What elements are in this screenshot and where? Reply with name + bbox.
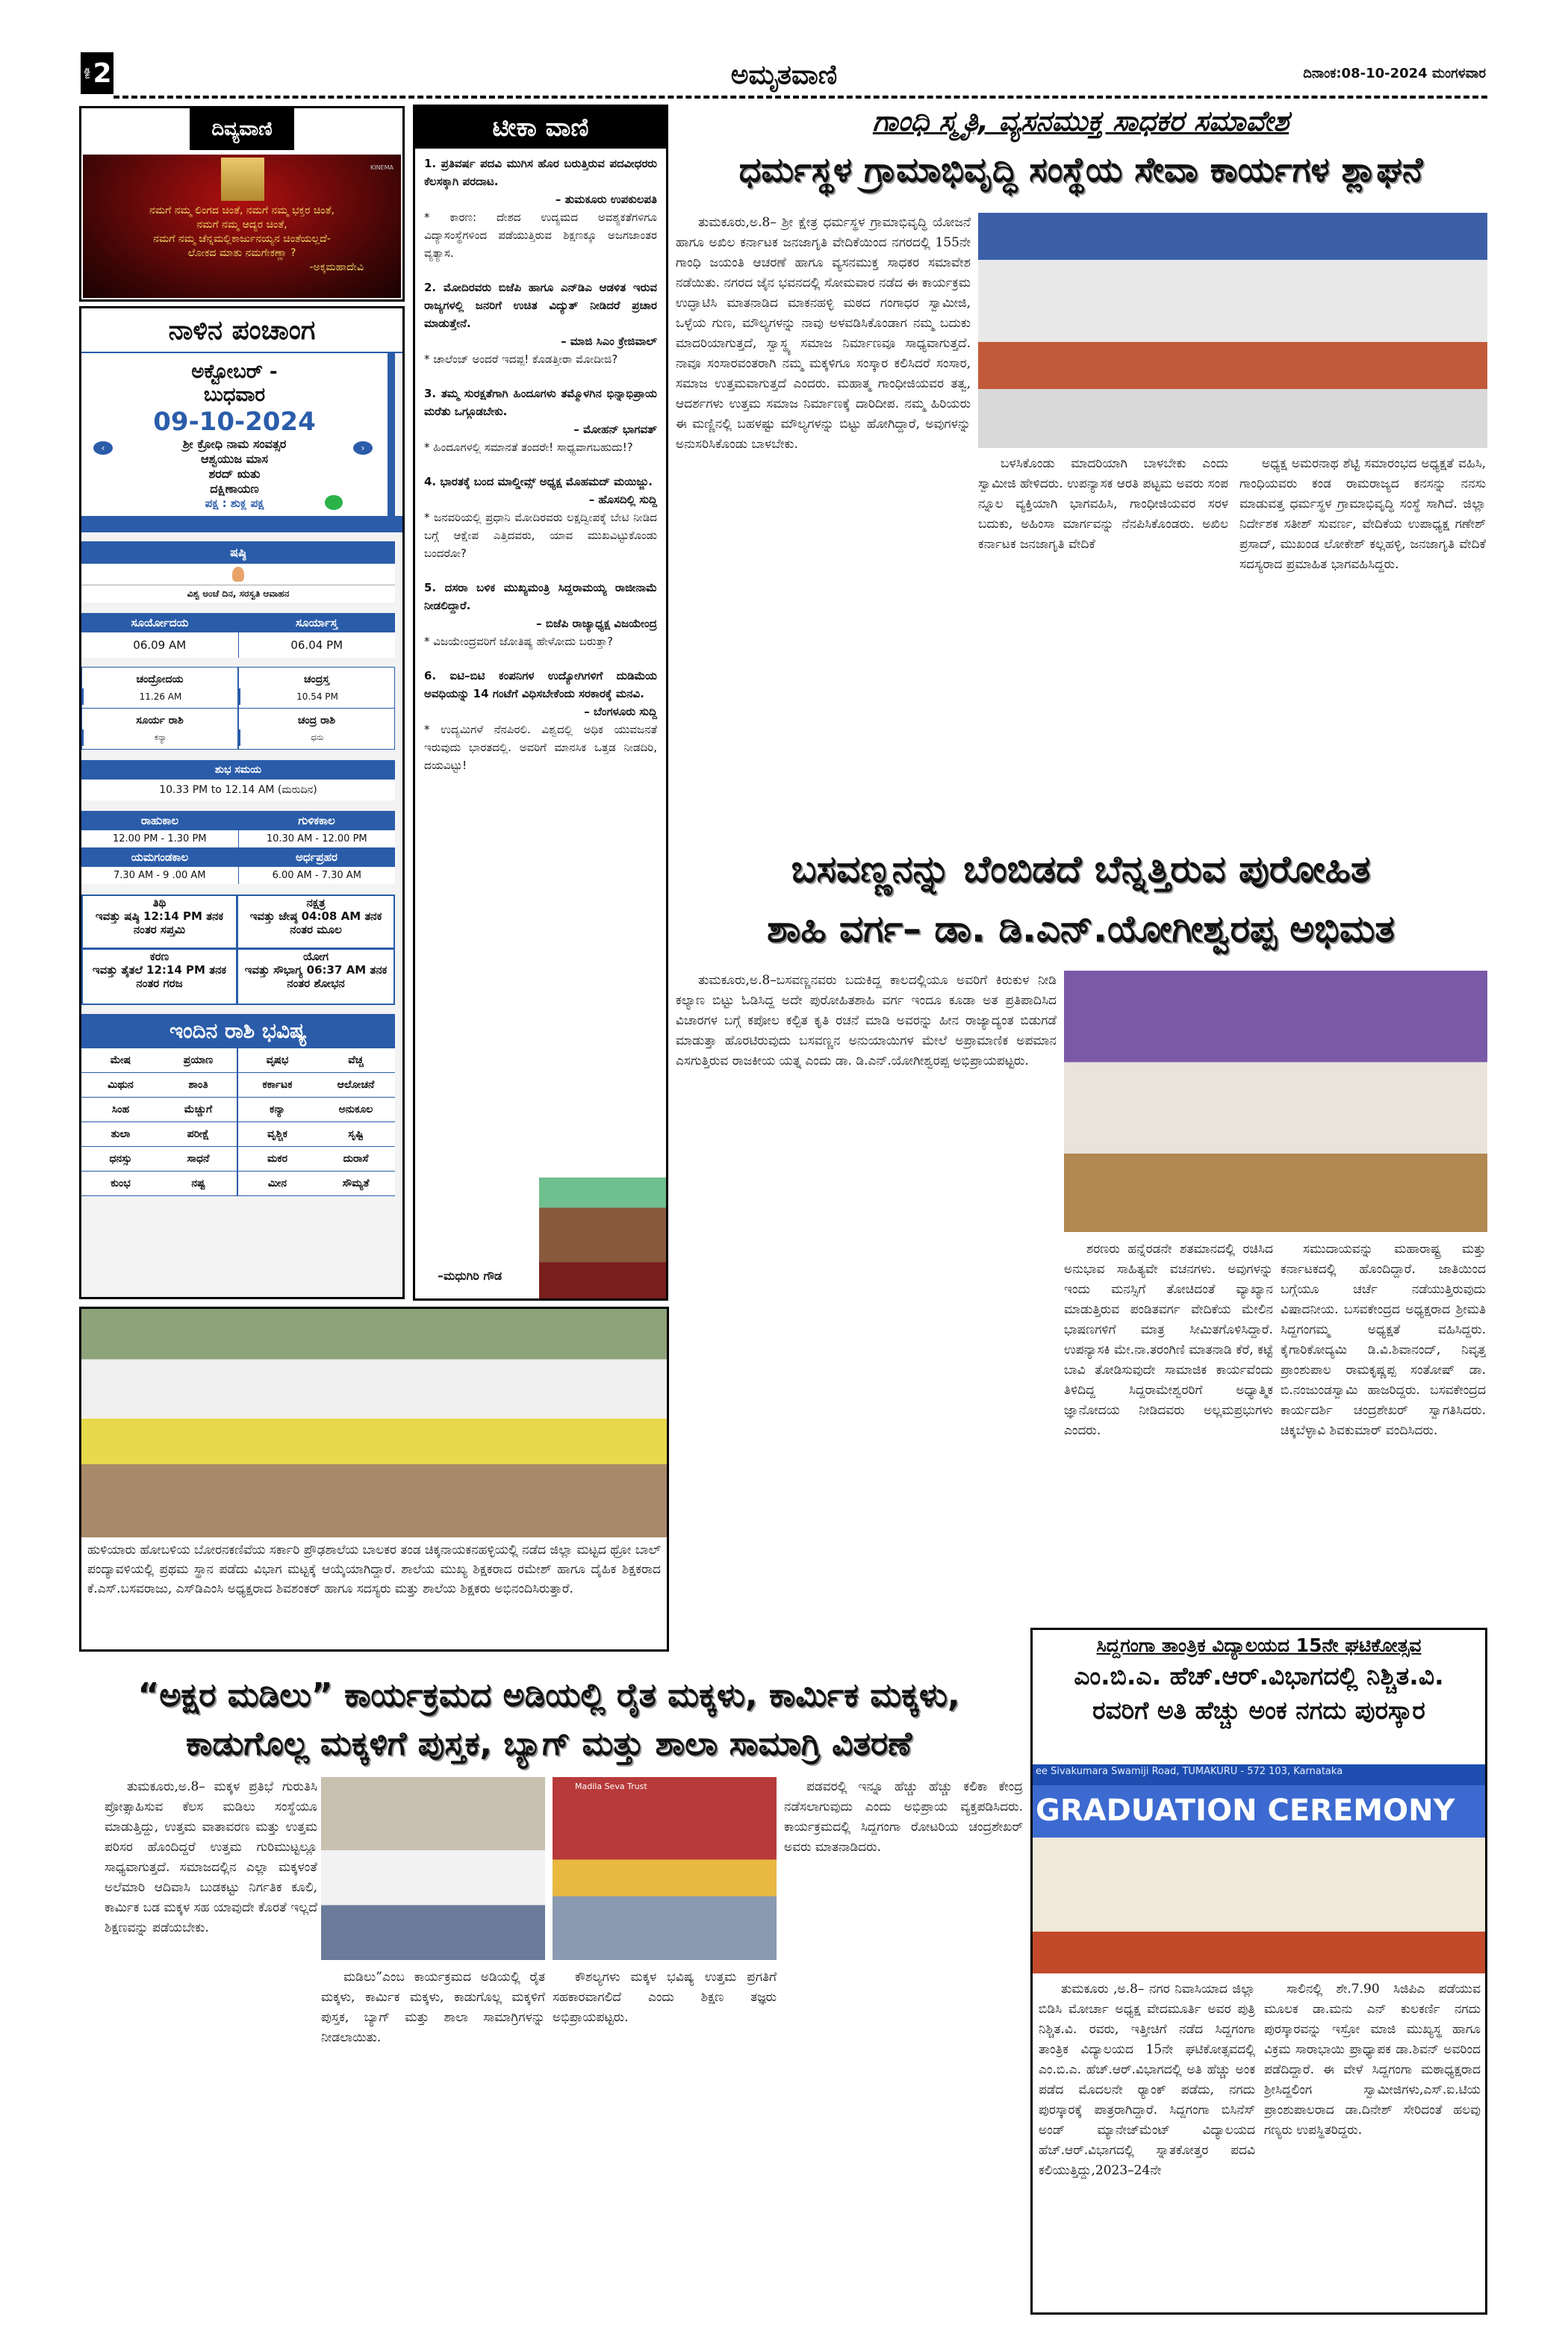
quote-line: ನಮಗೆ ನಮ್ಮ ಆದ್ಯರ ಚಿಂತೆ, (196, 219, 287, 231)
siddaganga-box (1030, 1628, 1487, 2315)
tithi-name: ಷಷ್ಠಿ (81, 541, 395, 564)
tika-quote: 6. ಐಟಿ–ಬಿಟಿ ಕಂಪನಿಗಳ ಉದ್ಯೋಗಿಗಳಿಗೆ ದುಡಿಮೆಯ ಅವಧಿಯನ್ನು 14 ಗಂಟೆಗೆ ವಿಧಿಸಬೇಕೆಂದು ಸರಕಾರಕ್ಕೆ ಮನವಿ. (424, 669, 657, 700)
ardha-time: 6.00 AM - 7.30 AM (238, 867, 396, 884)
deity-icon (81, 564, 395, 585)
tika-item (424, 155, 657, 262)
samvatsara: ಶ್ರೀ ಕ್ರೋಧಿ ನಾಮ ಸಂವತ್ಸರ (182, 437, 287, 451)
tika-comment: * ಹಿಂದೂಗಳಲ್ಲಿ ಸಮಾನತೆ ತಂದರೇ! ಸಾಧ್ಯವಾಗಬಹುದು!? (424, 441, 633, 454)
nakshatra-detail: ಇವತ್ತು ಜೇಷ್ಠ 04:08 AM ತನಕ ನಂತರ ಮೂಲ (249, 909, 382, 936)
panchanga-title: ನಾಳಿನ ಪಂಚಾಂಗ (81, 308, 402, 353)
shubha-time: 10.33 PM to 12.14 AM (ಮರುದಿನ) (81, 780, 395, 800)
next-day-button[interactable]: › (353, 441, 373, 455)
moonset-label: ಚಂದ್ರಸ್ತ (303, 673, 330, 685)
nakshatra-label: ನಕ್ಷತ್ರ (306, 896, 326, 909)
main-article-col-2: ಬಳಸಿಕೊಂಡು ಮಾದರಿಯಾಗಿ ಬಾಳಬೇಕು ಎಂದು ಸ್ವಾಮೀಜಿ ಹೇಳಿದರು. ಉಪನ್ಯಾಸಕ ಆರತಿ ಪಟ್ಟಮ ಅವರು ಸಂಪ ನ್ನೂಲ ವ್ಯಕ್ತಿಯಾಗಿ ಭಾಗವಹಿಸಿ, ಗಾಂಧೀಜಿಯವರ ಸರಳ ಬದುಕು, ಅಹಿಂಸಾ ಮಾರ್ಗವನ್ನು ನೆನಪಿಸಿಕೊಂಡರು. ಅಖಿಲ ಕರ್ನಾಟಕ ಜನಜಾಗೃತಿ ವೇದಿಕೆ (978, 456, 1228, 552)
yama-label: ಯಮಗಂಡಕಾಲ (131, 850, 189, 864)
rashi-prediction: ದುರಾಸೆ (317, 1147, 395, 1172)
tika-comment: * ಉದ್ಯಮಿಗಳೆ ನೆನಪಿರಲಿ. ವಿಶ್ವದಲ್ಲಿ ಅಧಿಕ ಯುವಜನತೆ ಇರುವುದು ಭಾರತದಲ್ಲಿ. ಅವರಿಗೆ ಮಾನಸಿಕ ಒತ್ತಡ ನೀಡದಿರಿ, ದಯವಿಟ್ಟು! (424, 723, 657, 772)
divyavani-quote-image (83, 155, 401, 298)
tika-quote: 1. ಪ್ರತಿವರ್ಷ ಪದವಿ ಮುಗಿಸ ಹೊರ ಬರುತ್ತಿರುವ ಪದವೀಧರರು ಕೆಲಸಕ್ಕಾಗಿ ಪರದಾಟ. (424, 157, 657, 188)
convocation-photo (1033, 1764, 1485, 1973)
shubha-label: ಶುಭ ಸಮಯ (81, 760, 395, 780)
main-article-col-3: ಅಧ್ಯಕ್ಷ ಅಮರನಾಥ ಶೆಟ್ಟಿ ಸಮಾರಂಭದ ಅಧ್ಯಕ್ಷತೆ ವಹಿಸಿ, ಗಾಂಧಿಯವರು ಕಂಡ ರಾಮರಾಜ್ಯದ ಕನಸನ್ನು ನನಸು ಮಾಡುವತ್ತ ಧರ್ಮಸ್ಥಳ ಗ್ರಾಮಾಭಿವೃದ್ಧಿ ಸಂಸ್ಥೆ ಸಾಗಿದೆ. ಜಿಲ್ಲಾ ನಿರ್ದೇಶಕ ಸತೀಶ್ ಸುವರ್ಣ, ವೇದಿಕೆಯ ಉಪಾಧ್ಯಕ್ಷ ಗಣೇಶ್ ಪ್ರಸಾದ್, ಮುಖಂಡ ಲೋಕೇಶ್ ಕಲ್ಲಹಳ್ಳಿ, ಜನಜಾಗೃತಿ ವೇದಿಕೆ ಸದಸ್ಯರಾದ ಪ್ರಮಾಹಿತ ಭಾಗವಹಿಸಿದ್ದರು. (1239, 456, 1486, 572)
chandra-rashi-label: ಚಂದ್ರ ರಾಶಿ (297, 715, 336, 727)
rashi-prediction: ಆಲೋಚನೆ (317, 1073, 395, 1098)
basava-article-col-3: ಸಮುದಾಯವನ್ನು ಮಹಾರಾಷ್ಟ್ರ ಮತ್ತು ಕರ್ನಾಟಕದಲ್ಲಿ ಹೊಂದಿದ್ದಾರೆ. ಜಾತಿಯಿಂದ ಬಗ್ಗೆಯೂ ಚರ್ಚೆ ನಡೆಯುತ್ತಿರುವುದು ವಿಷಾದನೀಯ. ಬಸವಕೇಂದ್ರದ ಅಧ್ಯಕ್ಷರಾದ ಶ್ರೀಮತಿ ಸಿದ್ದಗಂಗಮ್ಮ ಅಧ್ಯಕ್ಷತೆ ವಹಿಸಿದ್ದರು. ಕೈಗಾರಿಕೋದ್ಯಮಿ ಡಿ.ವಿ.ಶಿವಾನಂದ್, ನಿವೃತ್ತ ಪ್ರಾಂಶುಪಾಲ ರಾಮಕೃಷ್ಣಪ್ಪ ಸಂತೋಷ್ ಡಾ. ಬಿ.ನಂಜುಂಡಸ್ವಾಮಿ ಹಾಜರಿದ್ದರು. ಬಸವಕೇಂದ್ರದ ಕಾರ್ಯದರ್ಶಿ ಚಂದ್ರಶೇಖರ್ ಸ್ವಾಗತಿಸಿದರು. ಚಿಕ್ಕಬೆಳ್ಳಾವಿ ಶಿವಕುಮಾರ್ ವಂದಿಸಿದರು. (1281, 1242, 1486, 1438)
month: ಅಕ್ಟೋಬರ್ - (191, 361, 278, 383)
divyavani-box (79, 106, 405, 302)
photo-backdrop-text: GRADUATION CEREMONY (1036, 1793, 1455, 1828)
rashi-prediction: ಮೆಚ್ಚುಗೆ (160, 1098, 238, 1122)
rashi-prediction: ಪ್ರಯಾಣ (160, 1048, 238, 1073)
tika-quote: 5. ದಸರಾ ಬಳಿಕ ಮುಖ್ಯಮಂತ್ರಿ ಸಿದ್ದರಾಮಯ್ಯ ರಾಜೀನಾಮೆ ನೀಡಲಿದ್ದಾರೆ. (424, 581, 657, 612)
tika-item (424, 667, 657, 774)
prev-day-button[interactable]: ‹ (93, 441, 113, 455)
madila-banner: Madila Seva Trust (575, 1782, 647, 1791)
throwball-team-photo (81, 1309, 667, 1537)
saint-portrait (221, 158, 264, 201)
akshara-photo-1 (321, 1777, 545, 1960)
tithi-label: ತಿಥಿ (152, 896, 167, 909)
akshara-headline-2: ಕಾಡುಗೊಲ್ಲ ಮಕ್ಕಳಿಗೆ ಪುಸ್ತಕ, ಬ್ಯಾಗ್ ಮತ್ತು ಶಾಲಾ ಸಾಮಾಗ್ರಿ ವಿತರಣೆ (185, 1725, 912, 1763)
quote-line: ನಮಗೆ ನಮ್ಮ ಲಿಂಗದ ಚಿಂತೆ, ನಮಗೆ ನಮ್ಮ ಭಕ್ತರ ಚಿಂತೆ, (149, 205, 335, 217)
festival: ವಿಶ್ವ ಅಂಚೆ ದಿನ, ಸರಸ್ವತಿ ಆವಾಹನ (81, 585, 395, 603)
surya-rashi: ಕನ್ಯಾ (82, 729, 237, 746)
yoga-label: ಯೋಗ (302, 950, 329, 963)
rashi-sign: ವೃಷಭ (238, 1048, 317, 1073)
weekday: ಬುಧವಾರ (203, 384, 266, 406)
akshara-col-4: ಪಡವರಲ್ಲಿ ಇನ್ನೂ ಹೆಚ್ಚು ಹೆಚ್ಚು ಕಲಿಕಾ ಕೇಂದ್ರ ನಡೆಸಲಾಗುವುದು ಎಂದು ಅಭಿಪ್ರಾಯ ವ್ಯಕ್ತಪಡಿಸಿದರು. ಕಾರ್ಯಕ್ರಮದಲ್ಲಿ ಸಿದ್ದಗಂಗಾ ರೋಟರಿಯ ಚಂದ್ರಶೇಖರ್ ಅವರು ಮಾತನಾಡಿದರು. (784, 1779, 1023, 1855)
watermark: KINEMA (370, 164, 393, 171)
quote-line: ಲೋಕದ ಮಾತು ನಮಗೇಕಣ್ಣಾ ? (187, 247, 296, 259)
tika-source: – ತುಮಕೂರು ಉಪಕುಲಪತಿ (555, 193, 657, 206)
akshara-headline-1: “ಅಕ್ಷರ ಮಡಿಲು” ಕಾರ್ಯಕ್ರಮದ ಅಡಿಯಲ್ಲಿ ರೈತ ಮಕ್ಕಳು, ಕಾರ್ಮಿಕ ಮಕ್ಕಳು, (137, 1676, 960, 1714)
siddaganga-kicker: ಸಿದ್ದಗಂಗಾ ತಾಂತ್ರಿಕ ವಿದ್ಯಾಲಯದ 15ನೇ ಘಟಿಕೋತ್ಸವ (1096, 1634, 1422, 1656)
rashi-sign: ವೃಶ್ಚಿಕ (238, 1122, 317, 1147)
yoga-detail: ಇವತ್ತು ಸೌಭಾಗ್ಯ 06:37 AM ತನಕ ನಂತರ ಶೋಭನ (244, 963, 388, 990)
rashi-prediction: ವೆಚ್ಚ (317, 1048, 395, 1073)
page-label: ಪುಟ (83, 67, 92, 79)
rashi-prediction: ಸೃಷ್ಟಿ (317, 1122, 395, 1147)
rashi-sign: ಮಿಥುನ (81, 1073, 160, 1098)
ardha-label: ಅರ್ಧಪ್ರಹರ (296, 850, 337, 864)
tika-source: – ಹೊಸದಿಲ್ಲಿ ಸುದ್ದಿ (588, 493, 657, 506)
page-number-badge (81, 52, 113, 94)
rahu-time: 12.00 PM - 1.30 PM (113, 833, 207, 844)
basava-headline-1: ಬಸವಣ್ಣನನ್ನು ಬೆಂಬಿಡದೆ ಬೆನ್ನತ್ತಿರುವ ಪುರೋಹಿತ (791, 847, 1371, 891)
chandra-rashi: ಧನು (239, 729, 394, 746)
tika-comment: * ವಿಜಯೇಂದ್ರವರಿಗೆ ಜೋತಿಷ್ಯ ಹೇಳೋದು ಬರುತ್ತಾ? (424, 635, 614, 648)
tika-quote: 4. ಭಾರತಕ್ಕೆ ಬಂದ ಮಾಲ್ಡೀವ್ಸ್ ಅಧ್ಯಕ್ಷ ಮೊಹಮದ್ ಮಯಿಜ್ಜು. (424, 475, 653, 488)
sunrise-time: 06.09 AM (133, 638, 187, 652)
tika-comment: * ಜನವರಿಯಲ್ಲಿ ಪ್ರಧಾನಿ ಮೋದಿರವರು ಲಕ್ಷದ್ವೀಪಕ್ಕೆ ಬೇಟಿ ನೀಡಿದ ಬಗ್ಗೆ ಆಕ್ಷೇಪ ಎತ್ತಿದವರು, ಯಾವ ಮುಖವಿಟ್ಟುಕೊಂಡು ಬಂದರೋ? (424, 511, 657, 560)
ritu: ಶರದ್ ಋತು (208, 467, 261, 481)
karana-detail: ಇವತ್ತು ತೈತಲೆ 12:14 PM ತನಕ ನಂತರ ಗರಜ (92, 963, 227, 990)
rashi-prediction: ಪರೀಕ್ಷೆ (160, 1122, 238, 1147)
whatsapp-icon[interactable] (325, 495, 343, 510)
basava-article-col-1: ತುಮಕೂರು,ಅ.8–ಬಸವಣ್ಣನವರು ಬದುಕಿದ್ದ ಕಾಲದಲ್ಲಿಯೂ ಅವರಿಗೆ ಕಿರುಕುಳ ನೀಡಿ ಕಲ್ಯಾಣ ಬಿಟ್ಟು ಓಡಿಸಿದ್ದ ಅದೇ ಪುರೋಹಿತಶಾಹಿ ವರ್ಗ ಇಂದೂ ಕೂಡಾ ಅತ ಪ್ರತಿಪಾದಿಸಿದ ವಿಚಾರಗಳ ಬಗ್ಗೆ ಕಪೋಲ ಕಲ್ಪಿತ ಕೃತಿ ರಚನೆ ಮಾಡಿ ಅವರನ್ನು ಹೀನ ರಾಜ್ಯಾದ್ಯಂತ ಬಿಡುಗಡೆ ಮಾಡುತ್ತಾ ಹೊರಟಿರುವುದು ಬಸವಣ್ಣನ ಅನುಯಾಯಿಗಳ ಮೇಲೆ ಅಪ್ರಾಮಾಣಿಕ ಅಪಮಾನ ಎಸಗುತ್ತಿರುವ ರಾಜಕೀಯ ಯತ್ನ ಎಂದು ಡಾ. ಡಿ.ಎನ್.ಯೋಗೀಶ್ವರಪ್ಪ ಅಭಿಪ್ರಾಯಪಟ್ಟರು. (676, 973, 1057, 1068)
masa: ಆಶ್ವಯುಜ ಮಾಸ (200, 452, 269, 466)
panchanga-date-card (81, 353, 395, 516)
tika-item (424, 579, 657, 650)
sports-caption: ಹುಳಿಯಾರು ಹೋಬಳಿಯ ಬೋರನಕಣಿವೆಯ ಸರ್ಕಾರಿ ಪ್ರೌಢಶಾಲೆಯ ಬಾಲಕರ ತಂಡ ಚಿಕ್ಕನಾಯಕನಹಳ್ಳಿಯಲ್ಲಿ ನಡೆದ ಜಿಲ್ಲಾ ಮಟ್ಟದ ಥ್ರೋ ಬಾಲ್ ಪಂದ್ಯಾವಳಿಯಲ್ಲಿ ಪ್ರಥಮ ಸ್ಥಾನ ಪಡೆದು ವಿಭಾಗ ಮಟ್ಟಕ್ಕೆ ಆಯ್ಕೆಯಾಗಿದ್ದಾರೆ. ಶಾಲೆಯ ಮುಖ್ಯ ಶಿಕ್ಷಕರಾದ ರಮೇಶ್ ಹಾಗೂ ದೈಹಿಕ ಶಿಕ್ಷಕರಾದ ಕೆ.ಎಸ್.ಬಸವರಾಜು, ಎಸ್‌ಡಿಎಂಸಿ ಅಧ್ಯಕ್ಷರಾದ ಶಿವಶಂಕರ್ ಹಾಗೂ ಸದಸ್ಯರು ಮತ್ತು ಶಾಲೆಯ ಶಿಕ್ಷಕರು ಅಭಿನಂದಿಸಿರುತ್ತಾರೆ. (87, 1543, 661, 1596)
ayana: ದಕ್ಷಿಣಾಯಣ (210, 482, 259, 496)
paper-name: ಅಮೃತವಾಣಿ (730, 60, 838, 90)
rashi-prediction: ಸಾಧನೆ (160, 1147, 238, 1172)
surya-rashi-label: ಸೂರ್ಯ ರಾಶಿ (136, 715, 184, 727)
quote-line: ನಮಗೆ ನಮ್ಮ ಚೆನ್ನಮಲ್ಲಿಕಾರ್ಜುನಯ್ಯನ ಚಿಂತೆಯಲ್ಲದೆ- (153, 233, 331, 245)
rashi-prediction: ನಷ್ಟ (160, 1172, 238, 1196)
main-kicker: ಗಾಂಧಿ ಸ್ಮೃತಿ, ವ್ಯಸನಮುಕ್ತ ಸಾಧಕರ ಸಮಾವೇಶ (872, 105, 1289, 137)
siddaganga-headline-2: ರವರಿಗೆ ಅತಿ ಹೆಚ್ಚು ಅಂಕ ನಗದು ಪುರಸ್ಕಾರ (1092, 1696, 1425, 1725)
karana-label: ಕರಣ (149, 950, 169, 963)
basava-article-col-2: ಶರಣರು ಹನ್ನೆರಡನೇ ಶತಮಾನದಲ್ಲಿ ರಚಿಸಿದ ಅನುಭಾವ ಸಾಹಿತ್ಯವೇ ವಚನಗಳು. ಅವುಗಳನ್ನು ಇಂದು ಮನಸ್ಸಿಗೆ ತೋಚಿದಂತೆ ವ್ಯಾಖ್ಯಾನ ಮಾಡುತ್ತಿರುವ ಪಂಡಿತವರ್ಗ ವೇದಿಕೆಯ ಮೇಲಿನ ಭಾಷಣಗಳಿಗೆ ಮಾತ್ರ ಸೀಮಿತಗೊಳಿಸಿದ್ದಾರೆ. ಉಪನ್ಯಾಸಕಿ ಮೇ.ನಾ.ತರಂಗಿಣಿ ಮಾತನಾಡಿ ಕೆರೆ, ಕಟ್ಟೆ ಬಾವಿ ತೋಡಿಸುವುದೇ ಸಾಮಾಜಿಕ ಕಾರ್ಯವೆಂದು ತಿಳಿದಿದ್ದ ಸಿದ್ದರಾಮೇಶ್ವರರಿಗೆ ಅಧ್ಯಾತ್ಮಿಕ ಜ್ಞಾನೋದಯ ನೀಡಿದವರು ಅಲ್ಲಮಪ್ರಭುಗಳು ಎಂದರು. (1064, 1242, 1273, 1438)
paksha: ಪಕ್ಷ : ಶುಕ್ಲ ಪಕ್ಷ (205, 497, 264, 510)
tika-source: – ಬಿಜೆಪಿ ರಾಜ್ಯಾಧ್ಯಕ್ಷ ವಿಜಯೇಂದ್ರ (536, 617, 657, 630)
rashi-sign: ಮಕರ (238, 1147, 317, 1172)
tika-comment: * ಕಾರಣ: ದೇಶದ ಉದ್ಯಮದ ಅವಶ್ಯಕತೆಗಳಿಗೂ ವಿದ್ಯಾಸಂಸ್ಥೆಗಳಿಂದ ಪಡೆಯುತ್ತಿರುವ ಶಿಕ್ಷಣಕ್ಕೂ ಅಜಗಜಾಂತರ ವ್ಯತ್ಯಾಸ. (424, 211, 657, 260)
moonrise-time: 11.26 AM (82, 688, 237, 705)
akshara-col-3: ಕೌಶಲ್ಯಗಳು ಮಕ್ಕಳ ಭವಿಷ್ಯ ಉತ್ತಮ ಪ್ರಗತಿಗೆ ಸಹಕಾರವಾಗಲಿದೆ ಎಂದು ಶಿಕ್ಷಣ ತಜ್ಞರು ಅಭಿಪ್ರಾಯಪಟ್ಟರು. (553, 1970, 777, 2025)
rashi-sign: ಧನಸ್ಸು (81, 1147, 160, 1172)
siddaganga-col-2: ಸಾಲಿನಲ್ಲಿ ಶೇ.7.90 ಸಿಜಿಪಿಎ ಪಡೆಯುವ ಮೂಲಕ ಡಾ.ಮನು ಎನ್ ಕುಲಕರ್ಣಿ ನಗದು ಪುರಸ್ಕಾರವನ್ನು ಇಸ್ರೋ ಮಾಜಿ ಮುಖ್ಯಸ್ಥ ಹಾಗೂ ವಿಕ್ರಮ ಸಾರಾಭಾಯಿ ಪ್ರಾಧ್ಯಾಪಕ ಡಾ.ಶಿವನ್ ಅವರಿಂದ ಪಡೆದಿದ್ದಾರೆ. ಈ ವೇಳೆ ಸಿದ್ದಗಂಗಾ ಮಠಾಧ್ಯಕ್ಷರಾದ ಶ್ರೀಸಿದ್ದಲಿಂಗ ಸ್ವಾಮೀಜಿಗಳು,ಎಸ್.ಐ.ಟಿಯ ಪ್ರಾಂಶುಪಾಲರಾದ ಡಾ.ದಿನೇಶ್ ಸೇರಿದಂತೆ ಹಲವು ಗಣ್ಯರು ಉಪಸ್ಥಿತರಿದ್ದರು. (1264, 1982, 1481, 2138)
tika-source: – ಮೋಹನ್ ಭಾಗವತ್ (573, 423, 657, 436)
moonrise-label: ಚಂದ್ರೋದಯ (136, 673, 184, 685)
sunrise-label: ಸೂರ್ಯೋದಯ (131, 616, 189, 629)
akshara-photo-2 (553, 1777, 777, 1960)
sports-photo-box (79, 1307, 669, 1652)
akshara-col-2: ಮಡಿಲು”ಎಂಬ ಕಾರ್ಯಕ್ರಮದ ಅಡಿಯಲ್ಲಿ ರೈತ ಮಕ್ಕಳು, ಕಾರ್ಮಿಕ ಮಕ್ಕಳು, ಕಾಡುಗೊಲ್ಲ ಮಕ್ಕಳಿಗೆ ಪುಸ್ತಕ, ಬ್ಯಾಗ್ ಮತ್ತು ಶಾಲಾ ಸಾಮಾಗ್ರಿಗಳನ್ನು ನೀಡಲಾಯಿತು. (321, 1970, 545, 2045)
tika-quote: 3. ತಮ್ಮ ಸುರಕ್ಷತೆಗಾಗಿ ಹಿಂದೂಗಳು ತಮ್ಮೊಳಗಿನ ಭಿನ್ನಾಭಿಪ್ರಾಯ ಮರೆತು ಒಗ್ಗೂಡಬೇಕು. (424, 387, 657, 418)
gulika-time: 10.30 AM - 12.00 PM (238, 830, 396, 847)
photo-banner: ee Sivakumara Swamiji Road, TUMAKURU - 572 103, Karnataka (1036, 1766, 1343, 1777)
columnist-photo (539, 1177, 666, 1298)
rashi-prediction: ಶಾಂತಿ (160, 1073, 238, 1098)
sunset-label: ಸೂರ್ಯಾಸ್ತ (296, 616, 337, 629)
akshara-col-1: ತುಮಕೂರು,ಅ.8– ಮಕ್ಕಳ ಪ್ರತಿಭೆ ಗುರುತಿಸಿ ಪ್ರೋತ್ಸಾಹಿಸುವ ಕೆಲಸ ಮಡಿಲು ಸಂಸ್ಥೆಯೂ ಮಾಡುತ್ತಿದ್ದು, ಉತ್ತಮ ವಾತಾವರಣ ಮತ್ತು ಉತ್ತಮ ಪರಿಸರ ಹೊಂದಿದ್ದರೆ ಉತ್ತಮ ಗುರಿಮುಟ್ಟಲ್ಲೂ ಸಾಧ್ಯವಾಗುತ್ತದೆ. ಸಮಾಜದಲ್ಲಿನ ಎಲ್ಲಾ ಮಕ್ಕಳಂತೆ ಅಲೆಮಾರಿ ಆದಿವಾಸಿ ಬುಡಕಟ್ಟು ನಿರ್ಗತಿಕ ಕೂಲಿ, ಕಾರ್ಮಿಕ ಬಡ ಮಕ್ಕಳ ಸಹ ಯಾವುದೇ ಕೊರತೆ ಇಲ್ಲದೆ ಶಿಕ್ಷಣವನ್ನು ಪಡೆಯಬೇಕು. (105, 1779, 317, 1935)
tika-source: – ಮಾಜಿ ಸಿಎಂ ಕ್ರೇಜಿವಾಲ್ (561, 335, 657, 348)
tika-comment: * ಚಾಲೆಂಜ್ ಅಂದರೆ ಇದಪ್ಪ! ಕೊಡತ್ತೀರಾ ಮೋದೀಜಿ? (424, 352, 618, 366)
tithi-detail: ಇವತ್ತು ಷಷ್ಠಿ 12:14 PM ತನಕ ನಂತರ ಸಪ್ತಮಿ (95, 909, 224, 936)
rashi-sign: ತುಲಾ (81, 1122, 160, 1147)
sunset-time: 06.04 PM (238, 632, 396, 658)
gulika-label: ಗುಳಿಕಕಾಲ (298, 814, 335, 827)
divyavani-title: ದಿವ್ಯವಾಣಿ (190, 108, 294, 150)
rashi-sign: ಮೇಷ (81, 1048, 160, 1073)
tika-item (424, 385, 657, 456)
rahu-label: ರಾಹುಕಾಲ (140, 814, 179, 827)
columnist-name: –ಮಧುಗಿರಿ ಗೌಡ (438, 1269, 503, 1283)
tika-vani-title: ಟೀಕಾ ವಾಣಿ (415, 107, 666, 149)
tika-item (424, 279, 657, 368)
quote-author: -ಅಕ್ಕಮಹಾದೇವಿ (309, 261, 364, 273)
tika-quote: 2. ಮೋದಿರವರು ಬಿಜೆಪಿ ಹಾಗೂ ಎನ್‌ಡಿಎ ಆಡಳಿತ ಇರುವ ರಾಜ್ಯಗಳಲ್ಲಿ ಜನರಿಗೆ ಉಚಿತ ವಿದ್ಯುತ್ ನೀಡಿದರೆ ಪ್ರಚಾರ ಮಾಡುತ್ತೇನೆ. (424, 281, 657, 330)
page-number: 2 (93, 57, 112, 89)
rashi-sign: ಕುಂಭ (81, 1172, 160, 1196)
main-article-photo (978, 213, 1487, 448)
issue-date: ದಿನಾಂಕ:08-10-2024 ಮಂಗಳವಾರ (1303, 66, 1486, 81)
moonset-time: 10.54 PM (239, 688, 394, 705)
main-article-col-1: ತುಮಕೂರು,ಅ.8– ಶ್ರೀ ಕ್ಷೇತ್ರ ಧರ್ಮಸ್ಥಳ ಗ್ರಾಮಾಭಿವೃದ್ಧಿ ಯೋಜನೆ ಹಾಗೂ ಅಖಿಲ ಕರ್ನಾಟಕ ಜನಜಾಗೃತಿ ವೇದಿಕೆಯಿಂದ ನಗರದಲ್ಲಿ 155ನೇ ಗಾಂಧಿ ಜಯಂತಿ ಆಚರಣೆ ಹಾಗೂ ವ್ಯಸನಮುಕ್ತ ಸಾಧಕರ ಸಮಾವೇಶ ನಡೆಯಿತು. ನಗರದ ಜೈನ ಭವನದಲ್ಲಿ ಸೋಮವಾರ ನಡೆದ ಈ ಕಾರ್ಯಕ್ರಮ ಉದ್ಘಾಟಿಸಿ ಮಾತನಾಡಿದ ಮಾಕನಹಳ್ಳಿ ಮಠದ ಗಂಗಾಧರ ಸ್ವಾಮೀಜಿ, ಒಳ್ಳೆಯ ಗುಣ, ಮೌಲ್ಯಗಳನ್ನು ನಾವು ಅಳವಡಿಸಿಕೊಂಡಾಗ ನಮ್ಮ ಬದುಕು ಮಾದರಿಯಾಗುತ್ತದೆ, ಸ್ವಾಸ್ಥ್ಯ ಸಮಾಜ ನಿರ್ಮಾಣವೂ ಸಾಧ್ಯವಾಗುತ್ತದೆ. ನಾವೂ ಸಂಸಾರವಂತರಾಗಿ ನಮ್ಮ ಮಕ್ಕಳಿಗೂ ಸಂಸ್ಕಾರ ಕಲಿಸಿದರೆ ಸಂಸಾರ, ಸಮಾಜ ಉತ್ತಮವಾಗುತ್ತದೆ ಎಂದರು. ಮಹಾತ್ಮ ಗಾಂಧೀಜಿಯವರ ತತ್ವ, ಆದರ್ಶಗಳು ಉತ್ತಮ ಸಮಾಜ ನಿರ್ಮಾಣಕ್ಕೆ ದಾರಿದೀಪ. ನಮ್ಮ ಹಿರಿಯರು ಈ ಮಣ್ಣಿನಲ್ಲಿ ಬಹಳಷ್ಟು ಮೌಲ್ಯಗಳನ್ನು ಬಿಟ್ಟು ಹೋಗಿದ್ದಾರೆ, ಅವುಗಳನ್ನು ಅನುಸರಿಸಿಕೊಂಡು ಬಾಳಬೇಕು. (676, 215, 971, 452)
header-divider (113, 96, 1487, 99)
rashi-sign: ಕನ್ಯಾ (238, 1098, 317, 1122)
rashi-title: ಇಂದಿನ ರಾಶಿ ಭವಿಷ್ಯ (81, 1014, 395, 1048)
rashi-prediction: ಸೌಮ್ಯತೆ (317, 1172, 395, 1196)
rashi-prediction: ಅನುಕೂಲ (317, 1098, 395, 1122)
basava-article-photo (1064, 971, 1487, 1232)
main-headline: ಧರ್ಮಸ್ಥಳ ಗ್ರಾಮಾಭಿವೃದ್ಧಿ ಸಂಸ್ಥೆಯ ಸೇವಾ ಕಾರ್ಯಗಳ ಶ್ಲಾಘನೆ (738, 149, 1423, 190)
tika-item (424, 473, 657, 562)
rashi-table (81, 1048, 395, 1196)
rashi-sign: ಕರ್ಕಾಟಕ (238, 1073, 317, 1098)
panchanga-box (79, 306, 405, 1299)
siddaganga-col-1: ತುಮಕೂರು ,ಅ.8– ನಗರ ನಿವಾಸಿಯಾದ ಜಿಲ್ಲಾ ಬಿಡಿಸಿ ಮೋರ್ಚಾ ಅಧ್ಯಕ್ಷ ವೇದಮೂರ್ತಿ ಅವರ ಪುತ್ರಿ ನಿಶ್ಚಿತ.ವಿ. ರವರು, ಇತ್ತೀಚಿಗೆ ನಡೆದ ಸಿದ್ದಗಂಗಾ ತಾಂತ್ರಿಕ ವಿದ್ಯಾಲಯದ 15ನೇ ಘಟಿಕೋತ್ಸವದಲ್ಲಿ ಎಂ.ಬಿ.ಎ. ಹೆಚ್.ಆರ್.ವಿಭಾಗದಲ್ಲಿ ಅತಿ ಹೆಚ್ಚು ಅಂಕ ಪಡೆದ ಮೊದಲನೇ ರ್‍ಯಾಂಕ್ ಪಡೆದು, ನಗದು ಪುರಸ್ಕಾರಕ್ಕೆ ಪಾತ್ರರಾಗಿದ್ದಾರೆ. ಸಿದ್ದಗಂಗಾ ಬಿಸಿನೆಸ್ ಅಂಡ್ ಮ್ಯಾನೇಜ್‌ಮೆಂಟ್ ವಿದ್ಯಾಲಯದ ಹೆಚ್.ಆರ್.ವಿಭಾಗದಲ್ಲಿ ಸ್ನಾತಕೋತ್ತರ ಪದವಿ ಕಲಿಯುತ್ತಿದ್ದು,2023–24ನೇ (1039, 1982, 1255, 2178)
siddaganga-headline-1: ಎಂ.ಬಿ.ಎ. ಹೆಚ್.ಆರ್.ವಿಭಾಗದಲ್ಲಿ ನಿಶ್ಚಿತ.ವಿ. (1074, 1661, 1444, 1690)
basava-headline-2: ಶಾಹಿ ವರ್ಗ– ಡಾ. ಡಿ.ಎನ್.ಯೋಗೀಶ್ವರಪ್ಪ ಅಭಿಮತ (767, 907, 1395, 951)
panchanga-date: 09-10-2024 (153, 407, 316, 437)
rashi-sign: ಮೀನ (238, 1172, 317, 1196)
tika-source: – ಬೆಂಗಳೂರು ಸುದ್ದಿ (584, 705, 657, 718)
tika-vani-column (413, 105, 668, 1301)
yama-time: 7.30 AM - 9 .00 AM (113, 870, 206, 881)
rashi-sign: ಸಿಂಹ (81, 1098, 160, 1122)
